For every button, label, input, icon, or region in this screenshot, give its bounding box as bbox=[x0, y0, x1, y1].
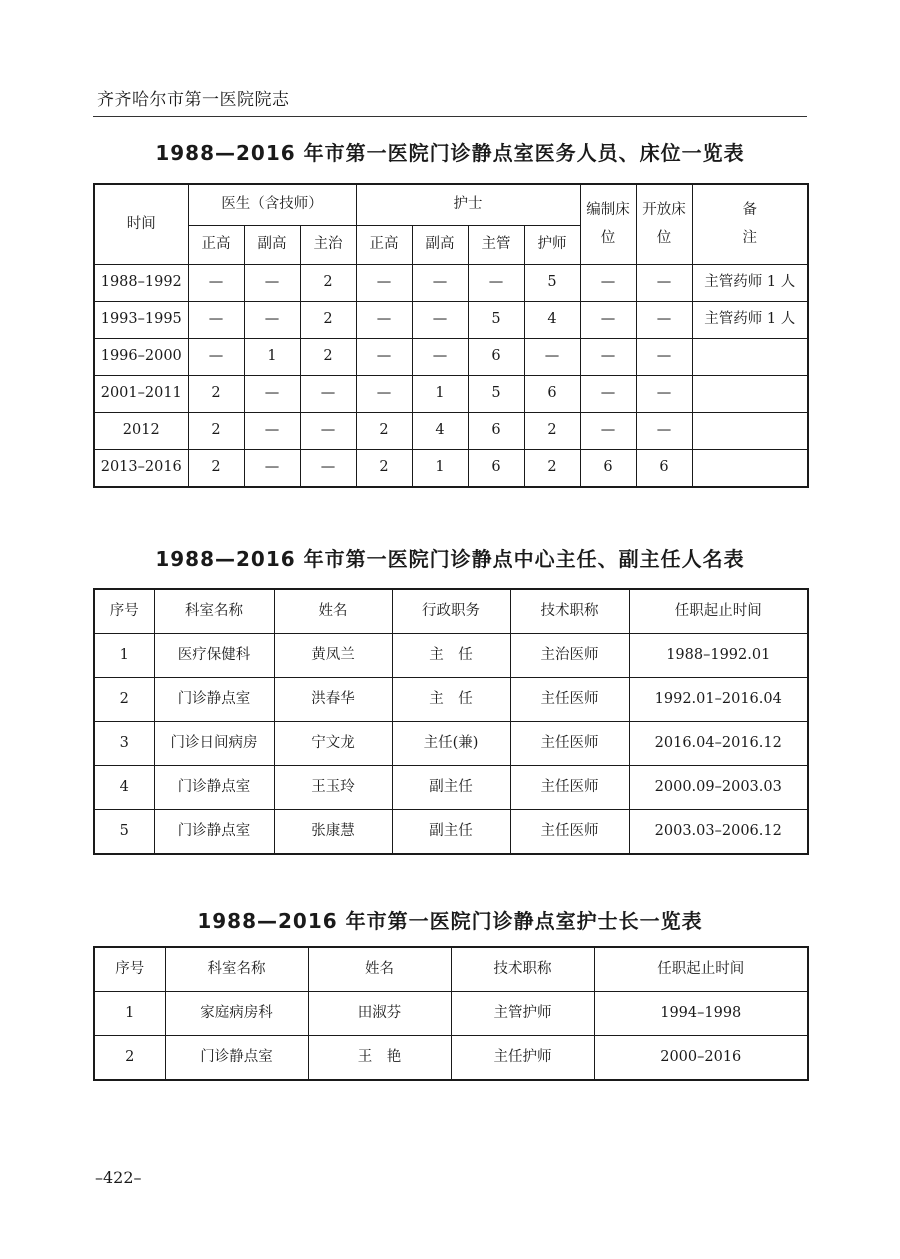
cell-value: — bbox=[468, 265, 524, 302]
cell-no: 1 bbox=[94, 992, 165, 1036]
table-row bbox=[94, 634, 808, 678]
header-doctor-senior: 正高 bbox=[188, 226, 244, 265]
cell-name: 宁文龙 bbox=[274, 722, 392, 766]
header-open-beds: 开放床位 bbox=[636, 184, 692, 265]
cell-value: — bbox=[244, 450, 300, 488]
cell-value: — bbox=[356, 302, 412, 339]
cell-value: — bbox=[580, 413, 636, 450]
cell-term: 2000–2016 bbox=[594, 1036, 808, 1081]
table-row bbox=[94, 766, 808, 810]
cell-value: — bbox=[188, 339, 244, 376]
cell-note bbox=[692, 339, 808, 376]
table2-title: 1988—2016 年市第一医院门诊静点中心主任、副主任人名表 bbox=[155, 547, 745, 571]
header-term: 任职起止时间 bbox=[629, 589, 808, 634]
cell-value: — bbox=[188, 265, 244, 302]
cell-value: — bbox=[244, 265, 300, 302]
table-row bbox=[94, 265, 808, 302]
cell-time: 2001–2011 bbox=[94, 376, 188, 413]
cell-value: 6 bbox=[524, 376, 580, 413]
cell-value: 2 bbox=[356, 413, 412, 450]
cell-value: — bbox=[244, 302, 300, 339]
header-nurse-nurse: 护师 bbox=[524, 226, 580, 265]
table1-title: 1988—2016 年市第一医院门诊静点室医务人员、床位一览表 bbox=[155, 141, 745, 165]
cell-value: 4 bbox=[524, 302, 580, 339]
staff-beds-table bbox=[93, 183, 809, 488]
cell-value: — bbox=[412, 339, 468, 376]
header-doctor: 医生（含技师） bbox=[188, 184, 356, 226]
cell-tech-title: 主任医师 bbox=[510, 810, 629, 855]
cell-department: 家庭病房科 bbox=[165, 992, 308, 1036]
header-doctor-attending: 主治 bbox=[300, 226, 356, 265]
cell-tech-title: 主任护师 bbox=[451, 1036, 594, 1081]
cell-value: 5 bbox=[524, 265, 580, 302]
cell-name: 王 艳 bbox=[308, 1036, 451, 1081]
head-nurses-table bbox=[93, 946, 809, 1081]
cell-admin-post: 主 任 bbox=[392, 678, 510, 722]
table-row bbox=[94, 376, 808, 413]
cell-value: 2 bbox=[300, 339, 356, 376]
cell-value: 5 bbox=[468, 302, 524, 339]
cell-name: 黄凤兰 bbox=[274, 634, 392, 678]
header-note: 备注 bbox=[692, 184, 808, 265]
cell-value: 2 bbox=[188, 413, 244, 450]
page-number: –422– bbox=[95, 1168, 142, 1187]
cell-value: — bbox=[356, 376, 412, 413]
cell-value: — bbox=[636, 302, 692, 339]
cell-admin-post: 主任(兼) bbox=[392, 722, 510, 766]
cell-value: — bbox=[300, 450, 356, 488]
cell-value: 6 bbox=[468, 450, 524, 488]
cell-value: — bbox=[580, 339, 636, 376]
cell-tech-title: 主治医师 bbox=[510, 634, 629, 678]
header-tech-title: 技术职称 bbox=[451, 947, 594, 992]
table-row bbox=[94, 302, 808, 339]
cell-term: 2000.09–2003.03 bbox=[629, 766, 808, 810]
cell-name: 张康慧 bbox=[274, 810, 392, 855]
cell-value: 2 bbox=[300, 302, 356, 339]
cell-value: — bbox=[300, 376, 356, 413]
cell-value: — bbox=[636, 339, 692, 376]
table-row bbox=[94, 678, 808, 722]
header-tech-title: 技术职称 bbox=[510, 589, 629, 634]
header-admin-post: 行政职务 bbox=[392, 589, 510, 634]
cell-time: 2013–2016 bbox=[94, 450, 188, 488]
cell-value: 5 bbox=[468, 376, 524, 413]
cell-name: 洪春华 bbox=[274, 678, 392, 722]
header-nurse-senior: 正高 bbox=[356, 226, 412, 265]
cell-value: — bbox=[636, 265, 692, 302]
header-name: 姓名 bbox=[308, 947, 451, 992]
table-row bbox=[94, 992, 808, 1036]
cell-value: 6 bbox=[580, 450, 636, 488]
cell-note bbox=[692, 376, 808, 413]
cell-value: — bbox=[356, 265, 412, 302]
cell-time: 2012 bbox=[94, 413, 188, 450]
cell-no: 3 bbox=[94, 722, 154, 766]
header-nurse-charge: 主管 bbox=[468, 226, 524, 265]
cell-time: 1988–1992 bbox=[94, 265, 188, 302]
cell-tech-title: 主任医师 bbox=[510, 766, 629, 810]
cell-department: 门诊静点室 bbox=[154, 766, 274, 810]
cell-department: 门诊日间病房 bbox=[154, 722, 274, 766]
cell-value: — bbox=[244, 376, 300, 413]
cell-value: 1 bbox=[412, 450, 468, 488]
table3-title: 1988—2016 年市第一医院门诊静点室护士长一览表 bbox=[197, 909, 703, 933]
cell-term: 2003.03–2006.12 bbox=[629, 810, 808, 855]
directors-table bbox=[93, 588, 809, 855]
cell-value: 2 bbox=[356, 450, 412, 488]
table-row bbox=[94, 722, 808, 766]
cell-no: 5 bbox=[94, 810, 154, 855]
cell-admin-post: 副主任 bbox=[392, 810, 510, 855]
header-doctor-associate: 副高 bbox=[244, 226, 300, 265]
cell-tech-title: 主管护师 bbox=[451, 992, 594, 1036]
cell-admin-post: 副主任 bbox=[392, 766, 510, 810]
table-row bbox=[94, 1036, 808, 1081]
cell-value: — bbox=[412, 265, 468, 302]
cell-value: — bbox=[580, 302, 636, 339]
cell-value: — bbox=[188, 302, 244, 339]
cell-time: 1993–1995 bbox=[94, 302, 188, 339]
table-row bbox=[94, 413, 808, 450]
header-staffed-beds: 编制床位 bbox=[580, 184, 636, 265]
cell-value: — bbox=[636, 376, 692, 413]
table-row bbox=[94, 450, 808, 488]
header-time: 时间 bbox=[94, 184, 188, 265]
header-no: 序号 bbox=[94, 947, 165, 992]
cell-department: 门诊静点室 bbox=[165, 1036, 308, 1081]
cell-no: 4 bbox=[94, 766, 154, 810]
cell-value: — bbox=[524, 339, 580, 376]
running-head: 齐齐哈尔市第一医院院志 bbox=[97, 90, 290, 110]
cell-term: 2016.04–2016.12 bbox=[629, 722, 808, 766]
cell-value: — bbox=[580, 265, 636, 302]
cell-name: 王玉玲 bbox=[274, 766, 392, 810]
cell-name: 田淑芬 bbox=[308, 992, 451, 1036]
cell-value: 2 bbox=[188, 450, 244, 488]
cell-value: 6 bbox=[636, 450, 692, 488]
cell-department: 医疗保健科 bbox=[154, 634, 274, 678]
cell-note: 主管药师 1 人 bbox=[692, 265, 808, 302]
header-term: 任职起止时间 bbox=[594, 947, 808, 992]
header-department: 科室名称 bbox=[154, 589, 274, 634]
cell-value: 6 bbox=[468, 413, 524, 450]
cell-value: — bbox=[244, 413, 300, 450]
cell-value: — bbox=[300, 413, 356, 450]
cell-note bbox=[692, 450, 808, 488]
header-name: 姓名 bbox=[274, 589, 392, 634]
header-rule bbox=[93, 116, 807, 117]
cell-value: 4 bbox=[412, 413, 468, 450]
cell-value: 1 bbox=[244, 339, 300, 376]
cell-term: 1988–1992.01 bbox=[629, 634, 808, 678]
cell-value: 2 bbox=[188, 376, 244, 413]
header-department: 科室名称 bbox=[165, 947, 308, 992]
cell-term: 1992.01–2016.04 bbox=[629, 678, 808, 722]
cell-value: — bbox=[580, 376, 636, 413]
table-row bbox=[94, 810, 808, 855]
cell-value: 1 bbox=[412, 376, 468, 413]
cell-time: 1996–2000 bbox=[94, 339, 188, 376]
cell-value: 6 bbox=[468, 339, 524, 376]
cell-tech-title: 主任医师 bbox=[510, 678, 629, 722]
header-nurse-associate: 副高 bbox=[412, 226, 468, 265]
cell-no: 2 bbox=[94, 678, 154, 722]
cell-note bbox=[692, 413, 808, 450]
cell-no: 2 bbox=[94, 1036, 165, 1081]
cell-value: — bbox=[636, 413, 692, 450]
header-nurse: 护士 bbox=[356, 184, 580, 226]
table-row bbox=[94, 339, 808, 376]
cell-department: 门诊静点室 bbox=[154, 810, 274, 855]
cell-value: — bbox=[412, 302, 468, 339]
cell-department: 门诊静点室 bbox=[154, 678, 274, 722]
cell-note: 主管药师 1 人 bbox=[692, 302, 808, 339]
cell-value: — bbox=[356, 339, 412, 376]
cell-value: 2 bbox=[524, 413, 580, 450]
cell-no: 1 bbox=[94, 634, 154, 678]
cell-value: 2 bbox=[524, 450, 580, 488]
cell-term: 1994–1998 bbox=[594, 992, 808, 1036]
header-no: 序号 bbox=[94, 589, 154, 634]
cell-admin-post: 主 任 bbox=[392, 634, 510, 678]
cell-tech-title: 主任医师 bbox=[510, 722, 629, 766]
cell-value: 2 bbox=[300, 265, 356, 302]
